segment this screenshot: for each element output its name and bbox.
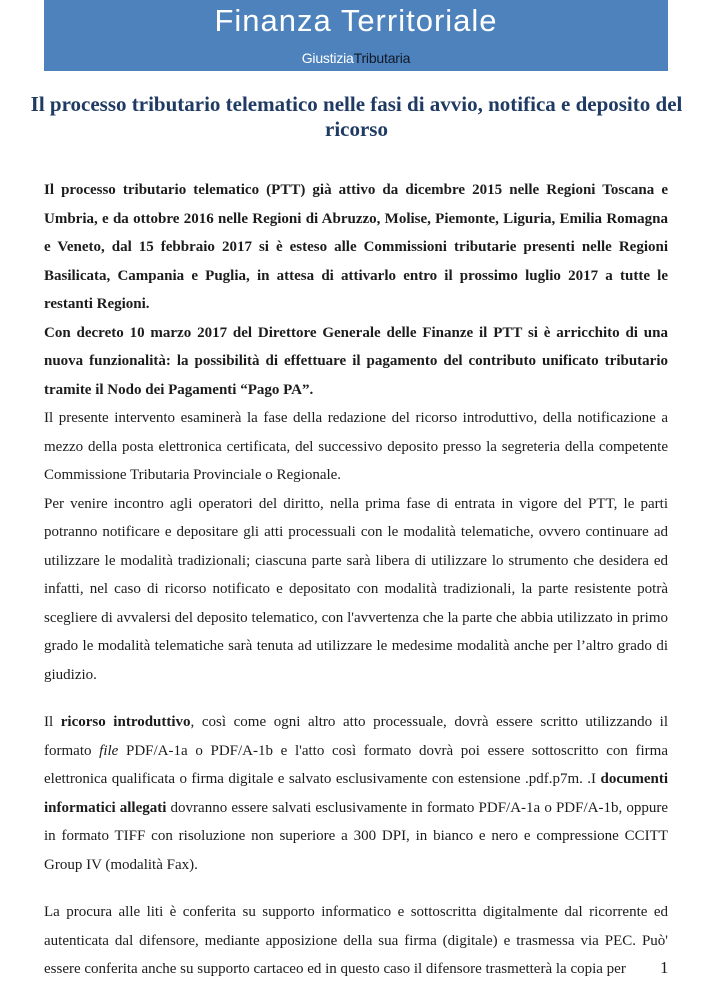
- page-number: 1: [660, 958, 669, 977]
- paragraph-procura: La procura alle liti è conferita su supporto informatico e sottoscritta digitalmente dal ricorrente ed autenticata dal difensore, mediante apposizione della sua firma (digitale) e trasmessa via PEC. Può' essere conferita anche su supporto cartaceo ed in questo caso il difensore trasmetterà la copia per: [44, 904, 668, 977]
- ricorso-text-1: Il: [44, 714, 61, 730]
- header-title-finanza: Finanza: [214, 3, 332, 38]
- paragraph-ptt-intro: Il processo tributario telematico (PTT) già attivo da dicembre 2015 nelle Regioni Toscana e Umbria, e da ottobre 2016 nelle Regioni di Abruzzo, Molise, Piemonte, Liguria, Emilia Romagna e Veneto, dal 15 febbraio 2017 si è esteso alle Commissioni tributarie presenti nelle Regioni Basilicata, Campania e Puglia, in attesa di attivarlo entro il prossimo luglio 2017 a tutte le restanti Regioni.: [44, 182, 668, 312]
- ricorso-italic-file: file: [99, 742, 119, 759]
- document-body: [44, 176, 668, 984]
- paragraph-intervento: Il presente intervento esaminerà la fase della redazione del ricorso introduttivo, della notificazione a mezzo della posta elettronica certificata, del successivo deposito presso la segreteria della competente Commissione Tributaria Provinciale o Regionale.: [44, 410, 668, 483]
- header-subtitle-giustizia: Giustizia: [301, 50, 354, 66]
- paragraph-ricorso: [44, 708, 668, 879]
- header-subtitle-tributaria: Tributaria: [353, 50, 411, 66]
- header-subtitle: [44, 50, 668, 66]
- ricorso-bold-1: ricorso introduttivo: [60, 714, 191, 730]
- header-title: [44, 3, 668, 39]
- paragraph-decreto: Con decreto 10 marzo 2017 del Direttore Generale delle Finanze il PTT si è arricchito di una nuova funzionalità: la possibilità di effettuare il pagamento del contributo unificato tributario tramite il Nodo dei Pagamenti “Pago PA”.: [44, 324, 668, 398]
- header-title-territoriale: Territoriale: [340, 3, 498, 38]
- ricorso-text-2: , così come ogni altro atto processuale, dovrà essere scritto utilizzando il formato: [44, 714, 668, 759]
- header-banner: [44, 0, 668, 71]
- paragraph-operatori: Per venire incontro agli operatori del diritto, nella prima fase di entrata in vigore del PTT, le parti potranno notificare e depositare gli atti processuali con le modalità telematiche, ovvero continuare ad utilizzare le modalità tradizionali; ciascuna parte sarà libera di utilizzare lo strumento che desidera ed infatti, nel caso di ricorso notificato e depositato con modalità tradizionali, la parte resistente potrà scegliere di avvalersi del deposito telematico, con l'avvertenza che la parte che abbia utilizzato in primo grado le modalità telematiche sarà tenuta ad utilizzare le medesime modalità anche per l’altro grado di giudizio.: [44, 495, 668, 683]
- ricorso-bold-2: documenti informatici allegati: [44, 771, 668, 816]
- ricorso-text-4: dovranno essere salvati esclusivamente in formato PDF/A-1a o PDF/A-1b, oppure in formato TIFF con risoluzione non superiore a 300 DPI, in bianco e nero e compressione CCITT Group IV (modalità Fax).: [44, 799, 668, 873]
- ricorso-text-3: PDF/A-1a o PDF/A-1b e l'atto così formato dovrà poi essere sottoscritto con firma elettronica qualificata o firma digitale e salvato esclusivamente con estensione .pdf.p7m. .I: [44, 742, 669, 787]
- document-title: Il processo tributario telematico nelle fasi di avvio, notifica e deposito del ricorso: [30, 92, 683, 141]
